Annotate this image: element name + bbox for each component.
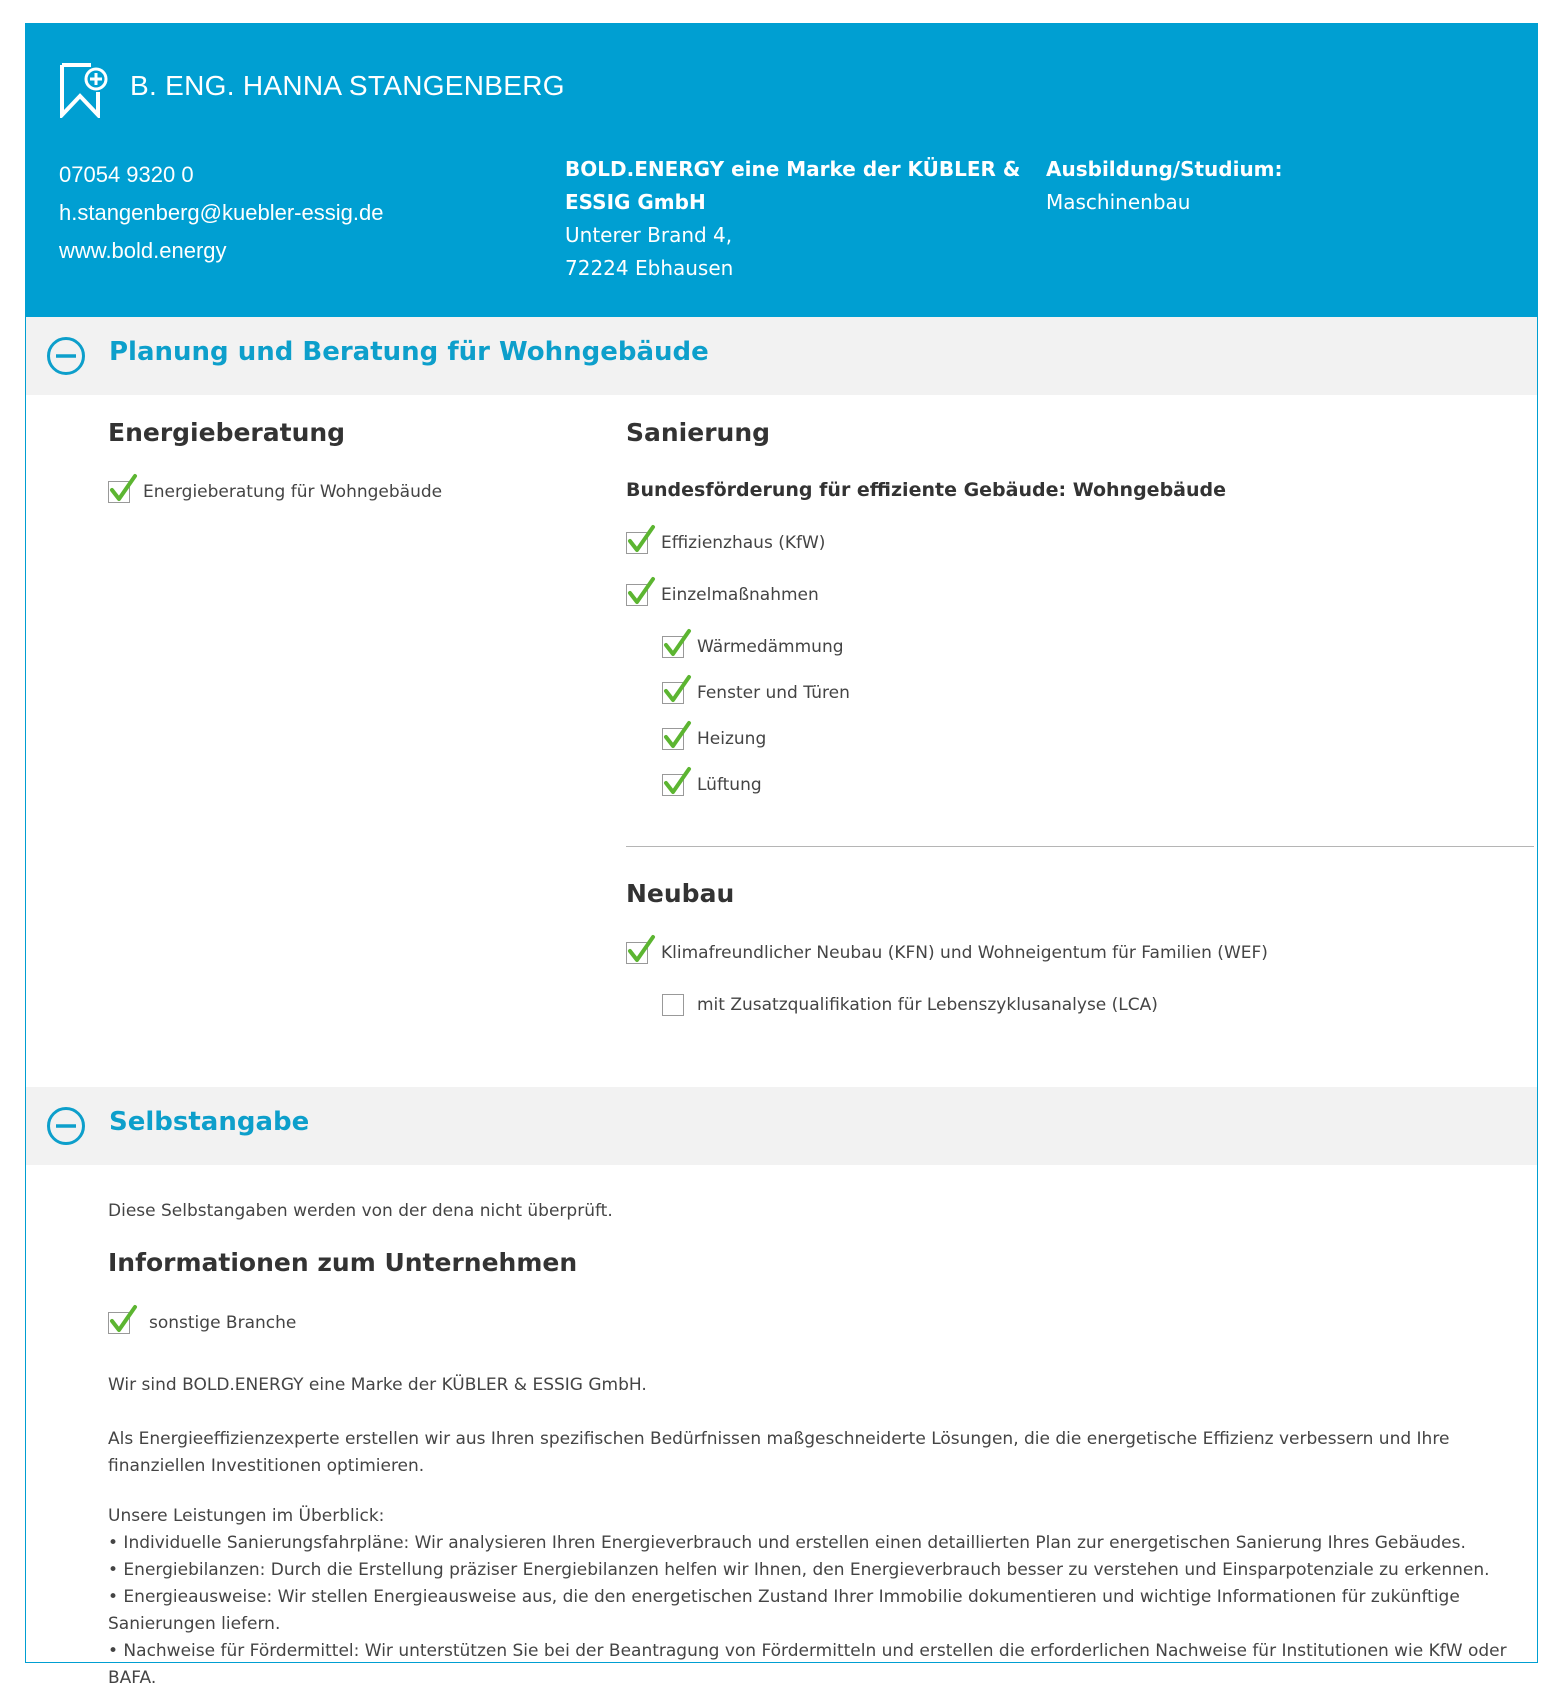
company-block (565, 153, 1020, 285)
neubau-heading: Neubau (626, 879, 735, 908)
company-intro: Wir sind BOLD.ENERGY eine Marke der KÜBLER & ESSIG GmbH. (108, 1375, 647, 1395)
checkbox-waermedaemmung (662, 636, 844, 658)
section-title-selbstangabe: Selbstangabe (109, 1107, 310, 1137)
company-street: Unterer Brand 4, (565, 223, 733, 247)
checkbox-label: Klimafreundlicher Neubau (KFN) und Wohneigentum für Familien (WEF) (661, 943, 1268, 963)
service-item: • Individuelle Sanierungsfahrpläne: Wir analysieren Ihren Energieverbrauch und erstellen einen detaillierten Plan zur energetischen Sanierung Ihres Gebäudes. (108, 1533, 1466, 1553)
education-block (1046, 153, 1283, 219)
minus-circle-icon[interactable] (46, 1106, 86, 1146)
education-value: Maschinenbau (1046, 190, 1191, 214)
checkbox-heizung (662, 728, 766, 750)
section-header-selbstangabe[interactable] (26, 1087, 1537, 1165)
energieberatung-heading: Energieberatung (108, 418, 346, 447)
check-icon (626, 576, 656, 608)
check-icon (108, 1304, 138, 1336)
service-item: • Nachweise für Fördermittel: Wir unterstützen Sie bei der Beantragung von Fördermitteln und erstellen die erforderlichen Nachweise für Institutionen wie KfW oder BAFA. (108, 1641, 1507, 1688)
checkbox-label: Lüftung (697, 775, 762, 795)
section-divider (626, 846, 1534, 847)
checkbox-effizienzhaus (626, 532, 825, 554)
education-label: Ausbildung/Studium: (1046, 157, 1283, 181)
website-link[interactable]: www.bold.energy (59, 238, 227, 263)
check-icon (626, 934, 656, 966)
checkbox-label: Fenster und Türen (697, 683, 850, 703)
unternehmen-heading: Informationen zum Unternehmen (108, 1248, 578, 1277)
section-header-planung[interactable] (26, 317, 1537, 395)
bookmark-plus-icon (59, 62, 109, 118)
checkbox-einzelmassnahmen (626, 584, 819, 606)
check-icon (662, 674, 692, 706)
checkbox-fenster-tueren (662, 682, 850, 704)
contact-block (59, 156, 383, 270)
services-block (108, 1503, 1528, 1692)
checkbox-label: Heizung (697, 729, 767, 749)
service-item: • Energieausweise: Wir stellen Energieausweise aus, die den energetischen Zustand Ihrer Immobilie dokumentieren und wichtige Informationen für zukünftige Sanierungen liefern. (108, 1587, 1460, 1634)
service-item: • Energiebilanzen: Durch die Erstellung präziser Energiebilanzen helfen wir Ihnen, den Energieverbrauch besser zu verstehen und Einsparpotenziale zu erkennen. (108, 1560, 1490, 1580)
checkbox-label: Einzelmaßnahmen (661, 585, 819, 605)
company-name-line1: BOLD.ENERGY eine Marke der KÜBLER & (565, 157, 1021, 181)
company-name-line2: ESSIG GmbH (565, 190, 706, 214)
minus-circle-icon[interactable] (46, 336, 86, 376)
profile-header (26, 24, 1537, 317)
expert-name: B. ENG. HANNA STANGENBERG (130, 70, 565, 101)
checkbox-label: Effizienzhaus (KfW) (661, 533, 826, 553)
checkbox-energieberatung-wohngebaeude (108, 481, 442, 503)
services-title: Unsere Leistungen im Überblick: (108, 1506, 385, 1526)
expert-profile-card (25, 23, 1538, 1688)
check-icon (662, 628, 692, 660)
check-icon (626, 524, 656, 556)
checkbox-label: mit Zusatzqualifikation für Lebenszyklusanalyse (LCA) (697, 995, 1158, 1015)
checkbox-label: Energieberatung für Wohngebäude (143, 482, 443, 502)
checkbox-kfn-wef (626, 942, 1268, 964)
checkbox-sonstige-branche (108, 1312, 296, 1334)
sanierung-heading: Sanierung (626, 418, 771, 447)
check-icon (108, 473, 138, 505)
email-link[interactable]: h.stangenberg@kuebler-essig.de (59, 200, 384, 225)
checkbox-lca (662, 994, 1158, 1016)
section-title-planung: Planung und Beratung für Wohngebäude (109, 337, 709, 367)
checkbox-label: Wärmedämmung (697, 637, 844, 657)
checkbox-label: sonstige Branche (149, 1313, 297, 1333)
company-city: 72224 Ebhausen (565, 256, 734, 280)
company-description: Als Energieeffizienzexperte erstellen wir aus Ihren spezifischen Bedürfnissen maßgeschneiderte Lösungen, die die energetische Effizienz verbessern und Ihre finanziellen Investitionen optimieren. (108, 1429, 1450, 1476)
phone-number[interactable]: 07054 9320 0 (59, 162, 194, 187)
check-icon (662, 720, 692, 752)
unchecked-box (662, 994, 684, 1016)
selbstangabe-note: Diese Selbstangaben werden von der dena nicht überprüft. (108, 1201, 613, 1221)
checkbox-lueftung (662, 774, 762, 796)
check-icon (662, 766, 692, 798)
sanierung-subheading: Bundesförderung für effiziente Gebäude: Wohngebäude (626, 479, 1227, 501)
